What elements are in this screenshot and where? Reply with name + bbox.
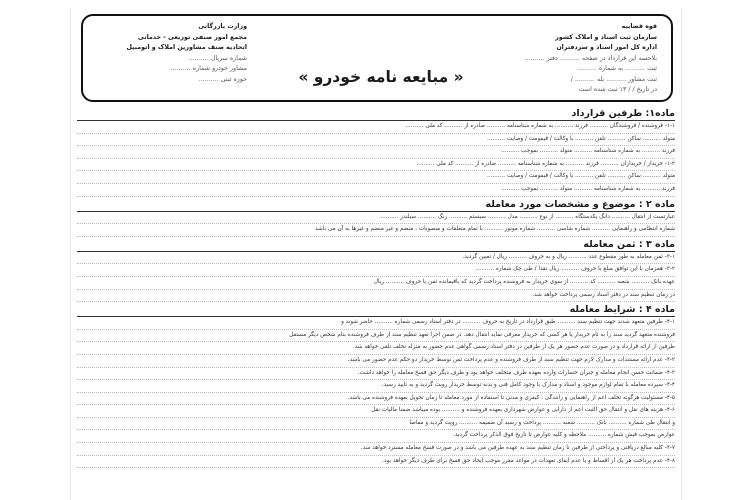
document-title: « مبایعه نامه خودرو » bbox=[298, 68, 464, 86]
clause-line: عبارتست از انتقال .......... دانگ یکدستگاه .......... از نوع .......... مدل .......... سیستم .......... رنگ .......... سیلندر .......... bbox=[77, 212, 675, 225]
section-heading: ماده ۲ : موضوع و مشخصات مورد معامله bbox=[77, 198, 675, 212]
header-right-line: اداره کل امور اسناد و سردفتران bbox=[556, 44, 657, 51]
clause-line: متولد .......... ساکن .......... تلفن .......... با وکالت / قیمومت / وصایت .......... bbox=[77, 171, 675, 184]
clause-line: فروشنده متعهد گردید سند را به نام خریدار یا هر کسی که خریدار معرفی نماید انتقال دهد. در ضمن اجرا تعهد تنظیم سند از طرف فروشنده بنام شخص دیگر مستقل bbox=[77, 330, 675, 343]
section-heading: ماده۱: طرفین قرارداد bbox=[77, 107, 675, 121]
contract-sheet bbox=[70, 8, 682, 500]
clause-line: شماره انتظامی و راهنمایی .......... شماره شاسی .......... شماره موتور .......... با تمام متعلقات و منصوبات ، منضم و غیر منضم و غیرها به آن می باشد bbox=[77, 224, 675, 237]
judiciary-header-block bbox=[467, 22, 657, 96]
header-left-line: حوزه ثبتی .......... bbox=[198, 75, 247, 83]
clause-line: ۴-۱- طرفین متعهد شدند جهت تنظیم سند .......... طبق قرارداد در تاریخ به حروف .......... در دفتر اسناد رسمی شماره .......... حاضر شوند و bbox=[77, 317, 675, 330]
clause-line: ۴-۶- هزینه های نقل و انتقال حق الثبت اعم از دارایی و عوارض شهرداری بعهده فروشنده و .......... بوده میباشد ضمنا مالیات نقل bbox=[77, 405, 675, 418]
clause-line: متولد .......... ساکن .......... تلفن .......... با وکالت / قیمومت / وصایت .......... bbox=[77, 134, 675, 147]
clause-line: ۴-۳- ضمانت حسن انجام معامله و جبران خسارات وارده بعهده طرف متخلف خواهد بود و طرف دیگر حق فسخ معامله را خواهد داشت. bbox=[77, 368, 675, 381]
clause-line: فرزند .......... به شماره شناسنامه .......... متولد .......... بموجب .......... bbox=[77, 146, 675, 159]
section-heading: ماده ۳ : ثمن معامله bbox=[77, 238, 675, 252]
header-left-line: اتحادیه صنف مشاورین املاک و اتومبیل bbox=[126, 44, 247, 51]
header-left-line: مجمع امور صنفی توزیعی - خدماتی bbox=[137, 33, 247, 41]
clause-line: ۴-۸- عدم پرداخت هر یک از اقساط و یا عدم ایفای تعهدات در مواعد مقرر موجب ایجاد حق فسخ برای طرف دیگر خواهد بود. bbox=[77, 456, 675, 469]
clause-line: طرفین از ارائه قرارداد و در صورت عدم حضور هر یک از طرفین در دفتر اسناد رسمی گواهی عدم حضور به منزله تخلف تلقی خواهد شد. bbox=[77, 342, 675, 355]
header-right-line: سازمان ثبت اسناد و املاک کشور bbox=[555, 33, 657, 41]
header-right-line: ثبت مشاور .......... بله .......... / bbox=[570, 75, 657, 83]
header-right-line: قوه قضاییه bbox=[621, 23, 657, 30]
section-heading: ماده ۴ : شرایط معامله bbox=[77, 303, 675, 317]
clause-line: ۳-۲- همزمان با این توافق مبلغ با حروف .......... ریال نقدا / طی چک شماره .......... bbox=[77, 264, 675, 277]
clause-line: عهده بانک .......... شعبه .......... کد .......... از سوی خریدار به فروشنده پرداخت گردید که باقیمانده ثمن با حروف .......... ریال bbox=[77, 277, 675, 290]
header-box bbox=[81, 14, 673, 102]
header-right-line: ثبت .......... به شماره .......... bbox=[576, 65, 657, 72]
header-left-line: مشاور خودرو شماره .......... bbox=[170, 65, 247, 72]
header-right-line: بلاحسه این قرارداد در صفحه .......... دفتر .......... bbox=[524, 54, 657, 62]
contract-body bbox=[77, 106, 675, 468]
clause-line: و انتقال طی شماره .......... بانک .......... شعبه .......... پرداخت و رسید آن ضمیمه .......... رویت گردید و مفاصا bbox=[77, 418, 675, 431]
clause-line: ۴-۵- مسئولیت هرگونه تخلف اعم از راهنمایی و رانندگی ، کیفری و مدنی تا استفاده از مورد معامله تا زمان تحویل بعهده فروشنده می باشد. bbox=[77, 393, 675, 406]
clause-line: ۱-۲- خریدار / خریداران .......... فرزند .......... به شماره شناسنامه .......... صادره از .......... کد ملی .......... bbox=[77, 159, 675, 172]
clause-line: در زمان تنظیم سند در دفتر اسناد رسمی پرداخت خواهد شد. bbox=[77, 290, 675, 303]
header-left-line: وزارت بازرگانی bbox=[198, 23, 247, 30]
header-left-line: شماره سریال .......... bbox=[188, 54, 247, 62]
clause-line: عوارض بموجب فیش شماره .......... ملاحظه و کلیه عوارض تا تاریخ فوق الذکر پرداخت گردید. bbox=[77, 430, 675, 443]
clause-line: ۴-۲- عدم ارائه مستندات و مدارک لازم جهت تنظیم سند از طرف فروشنده و عدم پرداخت ثمن توسط خریدار دو حکم عدم حضور می باشد. bbox=[77, 355, 675, 368]
clause-line: ۴-۷- کلیه مبالغ دریافتی و پرداختی از طرفین تا زمان تنظیم سند به عهده طرفین می باشد و در صورت فسخ معامله مسترد خواهد شد. bbox=[77, 443, 675, 456]
clause-line: ۱-۱- فروشنده / فروشندگان .......... فرزند .......... به شماره شناسنامه .......... صادره از .......... کد ملی .......... bbox=[77, 121, 675, 134]
header-right-line: در تاریخ / / ۱۳ ثبت شده است bbox=[578, 86, 657, 93]
clause-line: ۳-۱- ثمن معامله به طور مقطوع عدد .......... ریال و به حروف .......... ریال / تعیین گردید. bbox=[77, 252, 675, 265]
ministry-header-block bbox=[97, 22, 247, 85]
clause-line: ۴-۴- سپرده معامله با تمام لوازم موجود و اسناد و مدارک با وجود کامل فنی و بدنه توسط خریدار رویت گردید و به تایید رسید. bbox=[77, 380, 675, 393]
clause-line: فرزند .......... به شماره شناسنامه .......... متولد .......... بموجب .......... bbox=[77, 184, 675, 197]
